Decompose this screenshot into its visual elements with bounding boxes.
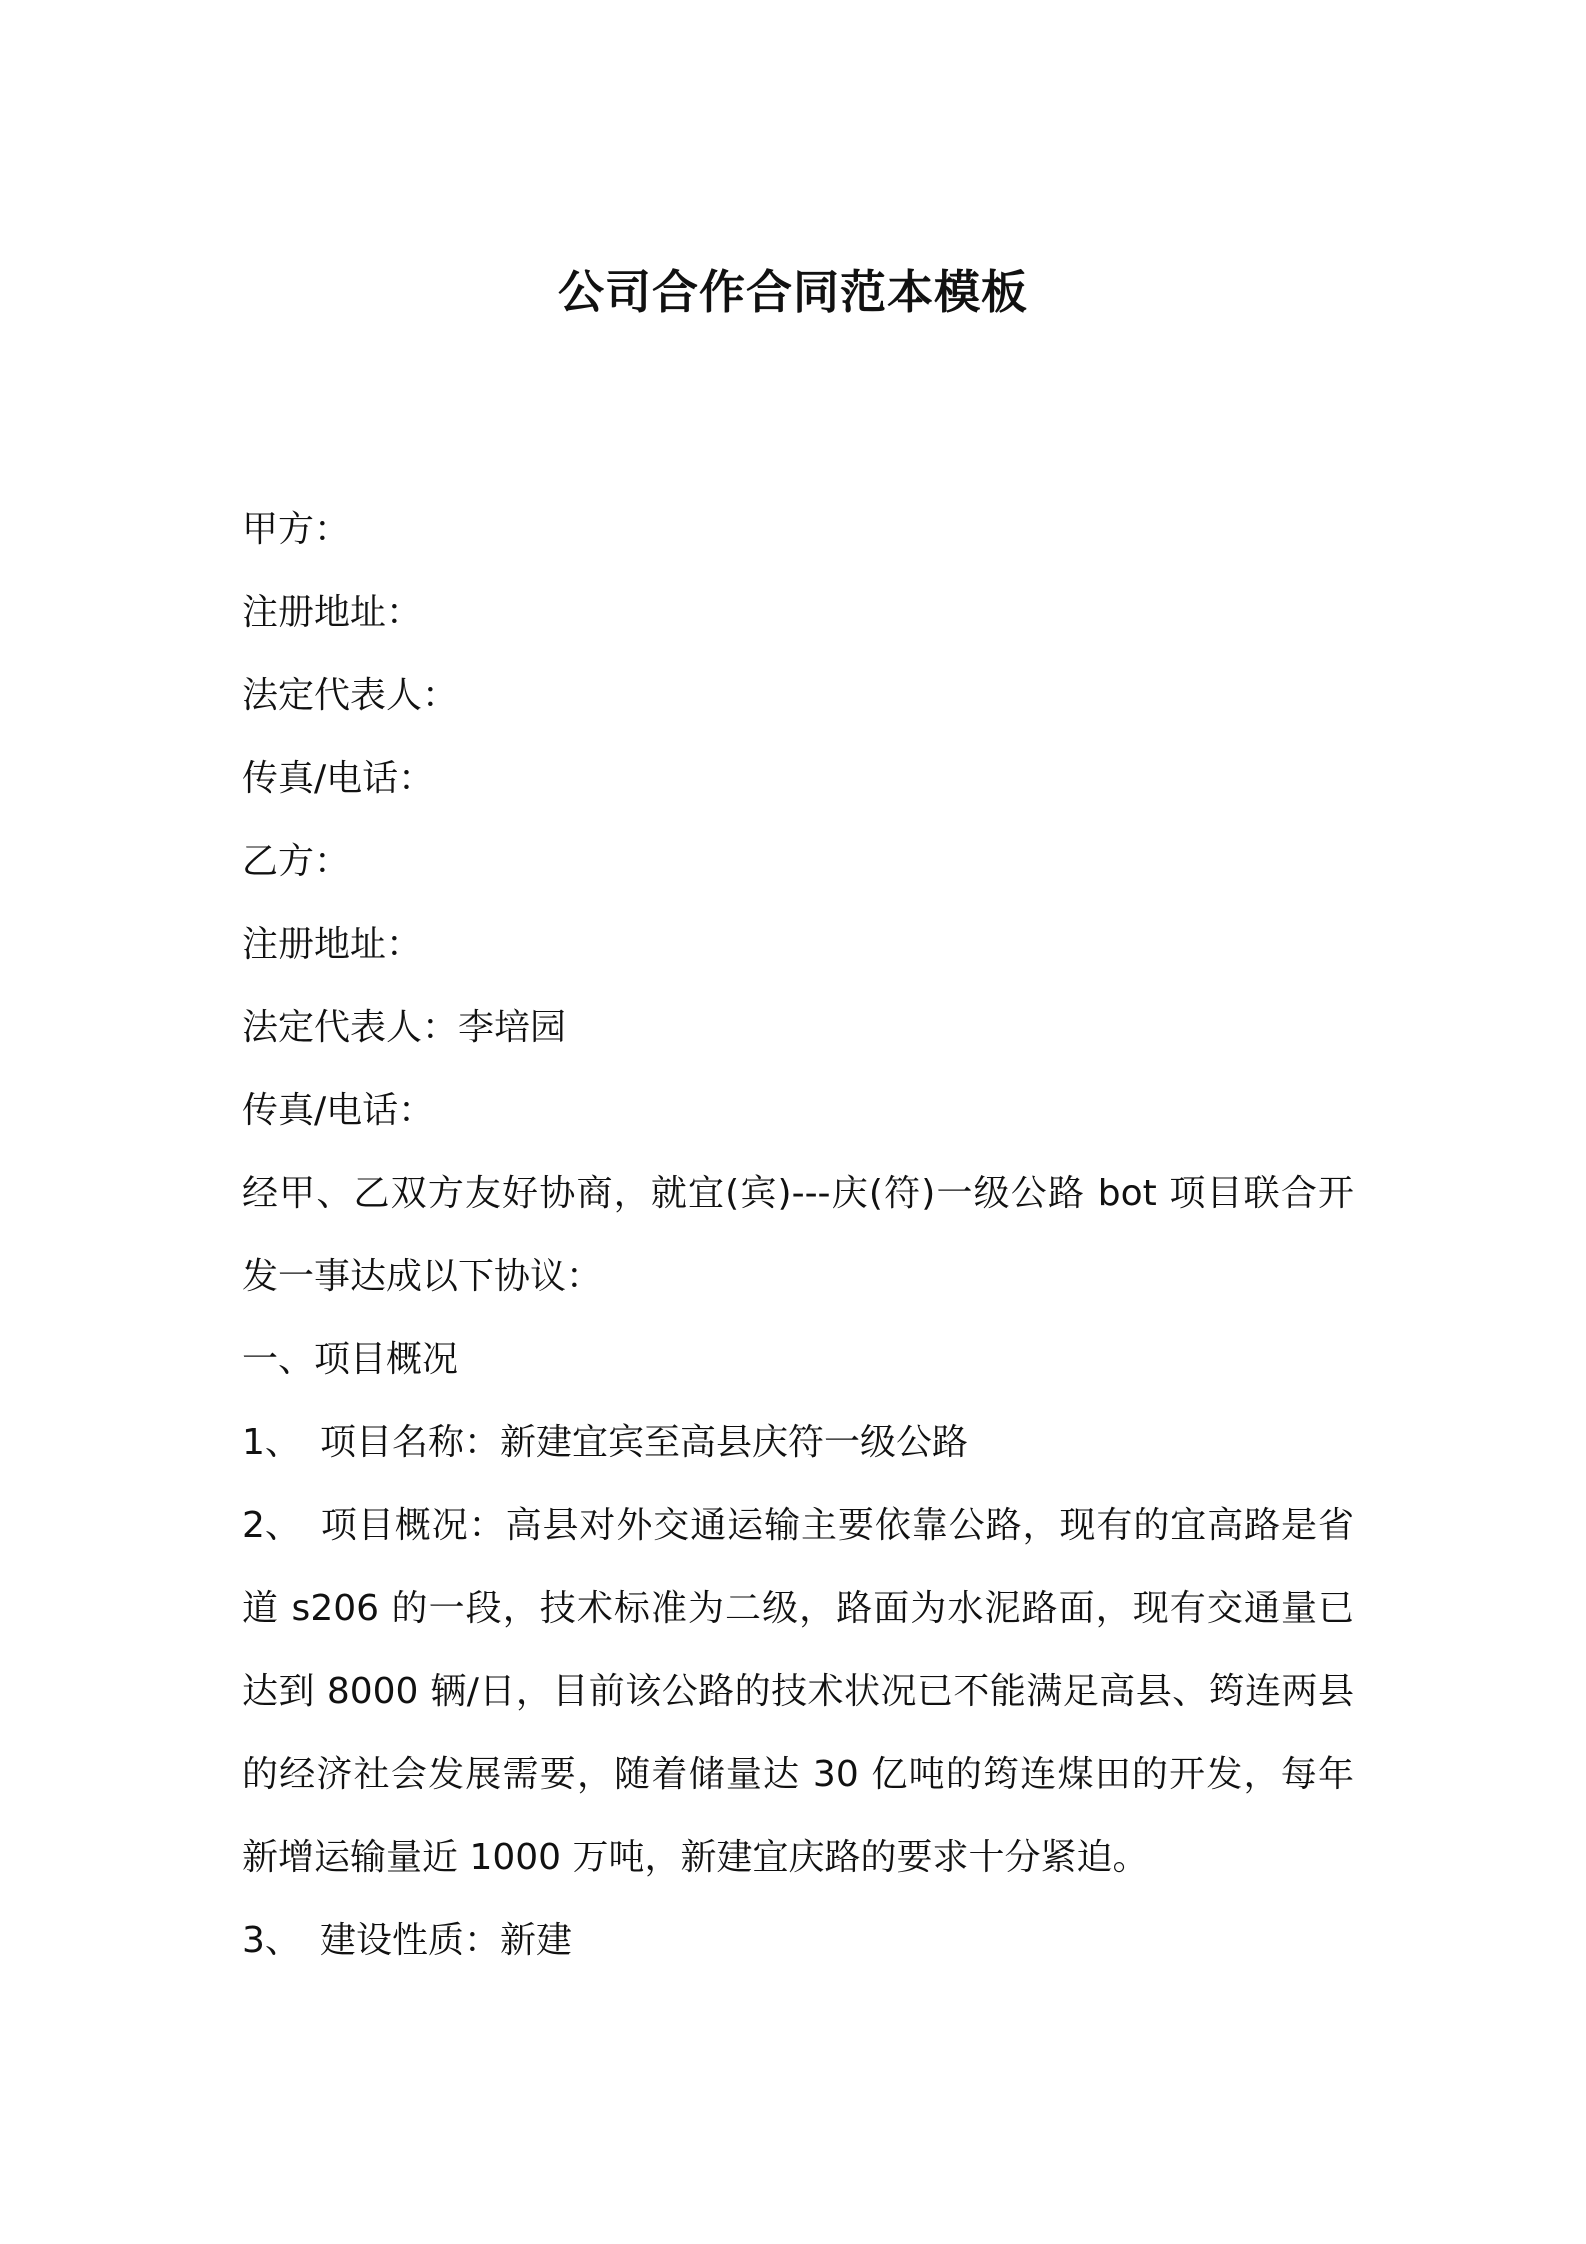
document-title: 公司合作合同范本模板 <box>558 265 1028 319</box>
party-a-label: 甲方： <box>242 509 351 550</box>
list-item <box>242 1484 1354 1899</box>
party-b-address: 注册地址： <box>242 924 423 965</box>
item-number: 2、 <box>242 1505 301 1546</box>
list-item <box>242 1899 1354 1982</box>
party-b-fax-phone: 传真/电话： <box>242 1090 435 1131</box>
list-item <box>242 1401 1354 1484</box>
party-a-fax-phone: 传真/电话： <box>242 758 435 799</box>
document-body <box>242 488 1354 1982</box>
party-a-representative: 法定代表人： <box>242 675 459 716</box>
item-number: 1、 <box>242 1422 301 1463</box>
item-number: 3、 <box>242 1920 301 1961</box>
party-a-address: 注册地址： <box>242 592 423 633</box>
party-b-label: 乙方： <box>242 841 351 882</box>
item-text: 项目名称：新建宜宾至高县庆符一级公路 <box>320 1422 969 1463</box>
party-b-representative: 法定代表人：李培园 <box>242 1007 567 1048</box>
intro-paragraph: 经甲、乙双方友好协商，就宜(宾)---庆(符)一级公路 bot 项目联合开发一事达成以下协议： <box>242 1173 1354 1297</box>
section-heading: 一、项目概况 <box>242 1339 459 1380</box>
item-text: 项目概况：高县对外交通运输主要依靠公路，现有的宜高路是省道 s206 的一段，技术标准为二级，路面为水泥路面，现有交通量已达到 8000 辆/日，目前该公路的技术状况已不能满足高县、筠连两县的经济社会发展需要，随着储量达 30 亿吨的筠连煤田的开发，每年新增运输量近 1000 万吨，新建宜庆路的要求十分紧迫。 <box>242 1505 1354 1878</box>
item-text: 建设性质：新建 <box>320 1920 573 1961</box>
